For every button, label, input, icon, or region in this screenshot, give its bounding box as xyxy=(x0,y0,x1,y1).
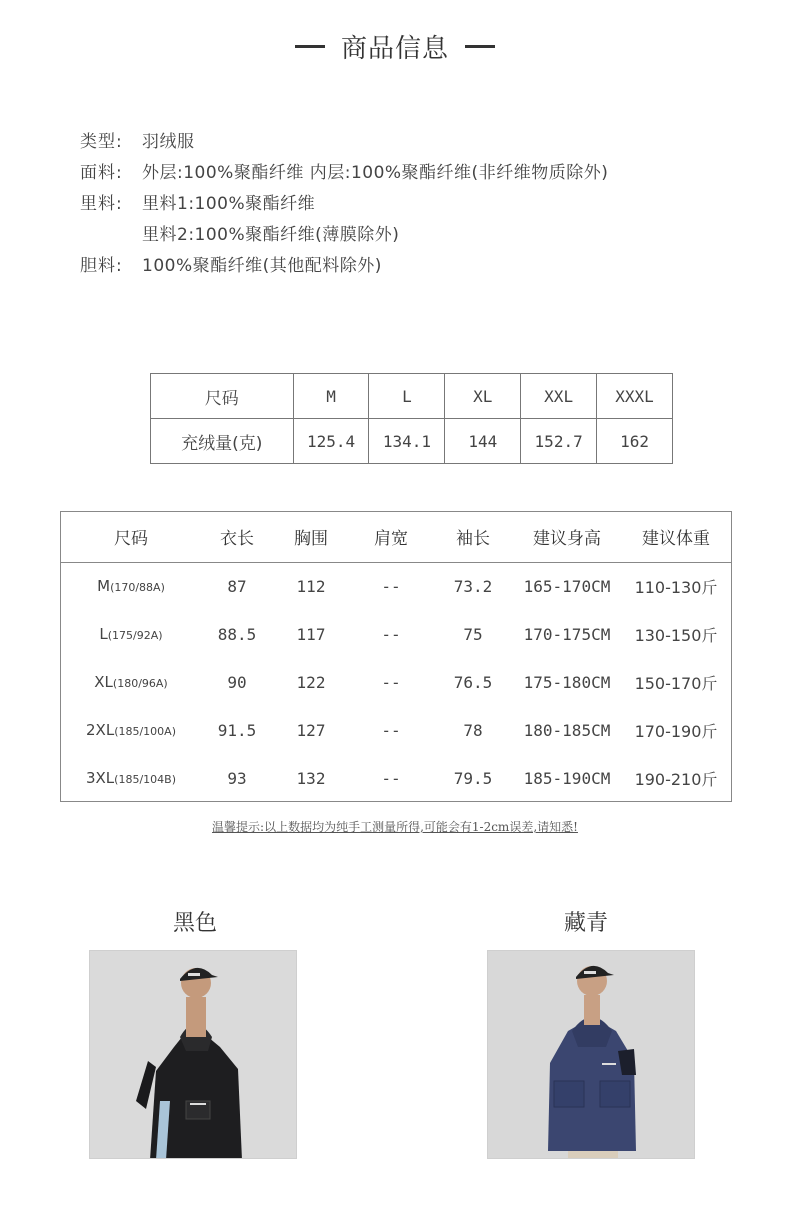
length-cell: 91.5 xyxy=(217,720,257,740)
shoulder-cell: -- xyxy=(381,624,401,644)
chest-cell: 127 xyxy=(296,720,326,740)
table-row xyxy=(61,706,731,754)
table-row xyxy=(61,562,731,610)
shoulder-cell: -- xyxy=(381,720,401,740)
size-name: XL xyxy=(94,673,113,691)
fill-weight-table xyxy=(150,373,673,464)
fill-table-size-row xyxy=(151,374,673,419)
fill-table-size: L xyxy=(369,374,445,419)
fill-table-size: XXXL xyxy=(597,374,673,419)
spec-value: 里料2:100%聚酯纤维(薄膜除外) xyxy=(142,225,400,245)
size-cell xyxy=(61,610,201,658)
fill-table-value: 125.4 xyxy=(293,419,369,464)
chest-cell: 117 xyxy=(296,624,326,644)
spec-value: 外层:100%聚酯纤维 内层:100%聚酯纤维(非纤维物质除外) xyxy=(142,163,609,183)
weight-cell: 190-210斤 xyxy=(634,769,718,789)
size-cell xyxy=(61,754,201,802)
fill-table-value: 152.7 xyxy=(521,419,597,464)
weight-cell: 110-130斤 xyxy=(634,577,718,597)
header-dash-left xyxy=(295,45,325,48)
size-name: 2XL xyxy=(86,721,115,739)
chest-cell: 112 xyxy=(296,576,326,596)
size-cell xyxy=(61,562,201,610)
sleeve-cell: 75 xyxy=(463,624,483,644)
length-cell: 87 xyxy=(227,576,247,596)
weight-cell: 130-150斤 xyxy=(634,625,718,645)
length-cell: 90 xyxy=(227,672,247,692)
fill-table-header: 充绒量(克) xyxy=(151,419,294,464)
table-row xyxy=(61,658,731,706)
sleeve-cell: 76.5 xyxy=(453,672,493,692)
height-cell: 165-170CM xyxy=(523,576,611,596)
column-header: 袖长 xyxy=(433,512,513,562)
size-cell xyxy=(61,658,201,706)
model-illustration-navy xyxy=(488,951,695,1159)
fill-table-value: 134.1 xyxy=(369,419,445,464)
spec-label: 里料: xyxy=(80,194,123,214)
sleeve-cell: 73.2 xyxy=(453,576,493,596)
spec-label: 面料: xyxy=(80,163,123,183)
size-spec: (175/92A) xyxy=(107,629,163,642)
chest-cell: 122 xyxy=(296,672,326,692)
size-chart xyxy=(60,511,732,802)
size-name: 3XL xyxy=(85,769,115,787)
chest-cell: 132 xyxy=(296,768,326,788)
height-cell: 185-190CM xyxy=(523,768,611,788)
height-cell: 175-180CM xyxy=(523,672,611,692)
column-header: 肩宽 xyxy=(349,512,433,562)
spec-value: 里料1:100%聚酯纤维 xyxy=(142,194,316,214)
note-text: 温馨提示:以上数据均为纯手工测量所得,可能会有1-2cm误差,请知悉! xyxy=(212,820,578,834)
product-specs xyxy=(80,124,720,279)
size-spec: (170/88A) xyxy=(110,581,165,595)
size-table-header-row xyxy=(61,512,731,562)
fill-table-value: 162 xyxy=(597,419,673,464)
spec-label: 类型: xyxy=(80,132,123,152)
weight-cell: 170-190斤 xyxy=(634,721,718,741)
spec-row-type xyxy=(80,124,720,155)
product-photo-navy xyxy=(487,950,695,1159)
color-label-navy: 藏青 xyxy=(563,911,608,936)
shoulder-cell: -- xyxy=(381,576,401,596)
fill-table-value: 144 xyxy=(445,419,521,464)
size-cell xyxy=(61,706,201,754)
table-row xyxy=(61,610,731,658)
height-cell: 180-185CM xyxy=(523,720,611,740)
size-name: L xyxy=(99,625,108,643)
column-header: 建议体重 xyxy=(621,512,731,562)
color-label-black: 黑色 xyxy=(172,911,217,936)
size-table xyxy=(61,512,731,802)
size-spec: (180/96A) xyxy=(112,677,168,690)
size-spec: (185/100A) xyxy=(114,725,176,738)
column-header: 尺码 xyxy=(61,512,201,562)
column-header: 胸围 xyxy=(273,512,349,562)
spec-value: 羽绒服 xyxy=(142,132,195,152)
fill-table-size: XL xyxy=(445,374,521,419)
section-title: 商品信息 xyxy=(340,33,449,64)
size-spec: (185/104B) xyxy=(114,773,176,786)
measurement-note xyxy=(0,818,790,835)
spec-row-liner xyxy=(80,248,720,279)
length-cell: 93 xyxy=(227,768,247,788)
model-illustration-black xyxy=(90,951,297,1159)
spec-row-fabric xyxy=(80,155,720,186)
spec-row-lining-2 xyxy=(80,217,720,248)
fill-table-value-row xyxy=(151,419,673,464)
spec-value: 100%聚酯纤维(其他配料除外) xyxy=(142,256,382,276)
shoulder-cell: -- xyxy=(381,768,401,788)
product-photo-black xyxy=(89,950,297,1159)
height-cell: 170-175CM xyxy=(523,624,611,644)
column-header: 衣长 xyxy=(201,512,273,562)
spec-label: 胆料: xyxy=(80,256,123,276)
fill-table-header: 尺码 xyxy=(151,374,294,419)
table-row xyxy=(61,754,731,802)
length-cell: 88.5 xyxy=(217,624,257,644)
sleeve-cell: 79.5 xyxy=(453,768,493,788)
header-dash-right xyxy=(465,45,495,48)
column-header: 建议身高 xyxy=(513,512,621,562)
fill-table-size: XXL xyxy=(521,374,597,419)
weight-cell: 150-170斤 xyxy=(634,673,718,693)
fill-table-size: M xyxy=(293,374,369,419)
shoulder-cell: -- xyxy=(381,672,401,692)
spec-row-lining xyxy=(80,186,720,217)
sleeve-cell: 78 xyxy=(463,720,483,740)
size-name: M xyxy=(97,577,111,596)
section-header xyxy=(0,22,790,70)
